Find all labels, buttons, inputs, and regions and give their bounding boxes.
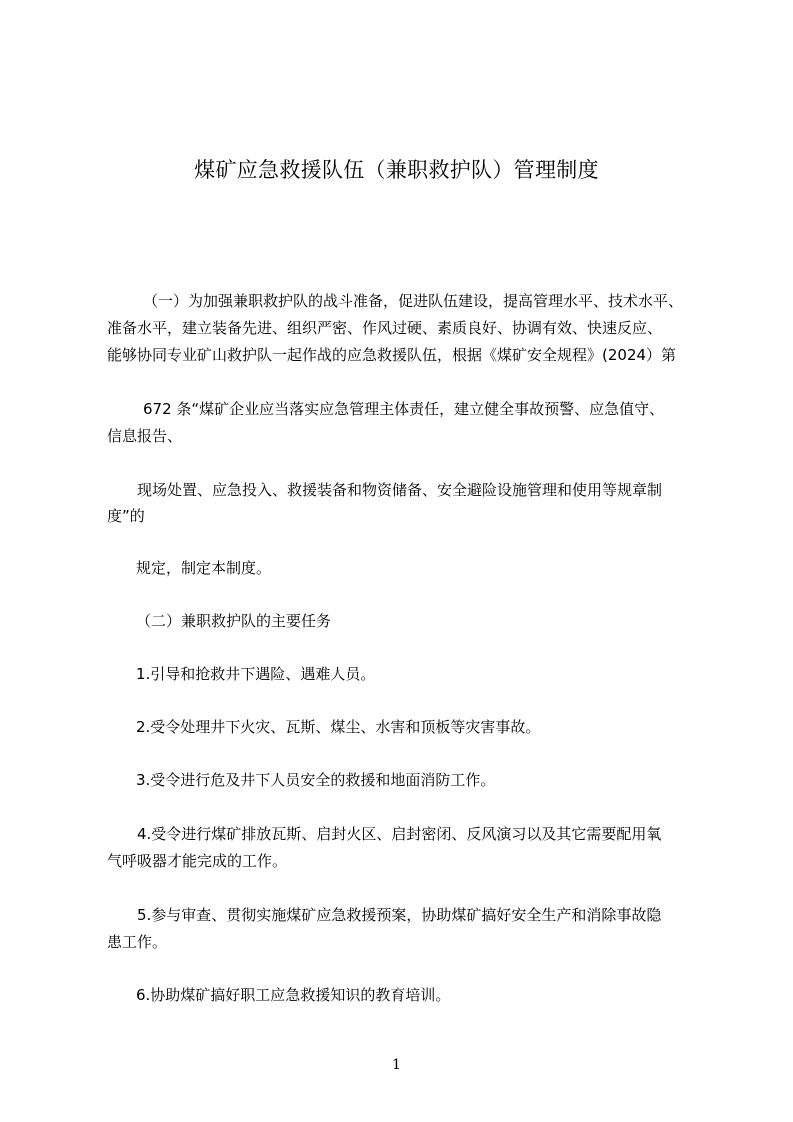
paragraph-1-line-1: （一）为加强兼职救护队的战斗准备，促进队伍建设，提高管理水平、技术水平、 <box>143 292 684 310</box>
document-title: 煤矿应急救援队伍（兼职救护队）管理制度 <box>194 158 599 183</box>
task-item-1: 1.引导和抢救井下遇险、遇难人员。 <box>136 665 376 683</box>
section-heading: （二）兼职救护队的主要任务 <box>136 612 332 630</box>
paragraph-1-line-2: 准备水平，建立装备先进、组织严密、作风过硬、素质良好、协调有效、快速反应、 <box>107 319 663 337</box>
task-item-6: 6.协助煤矿搞好职工应急救援知识的教育培训。 <box>136 986 451 1004</box>
paragraph-2-line-2: 信息报告、 <box>107 427 183 445</box>
paragraph-2-line-1: 672 条“煤矿企业应当落实应急管理主体责任，建立健全事故预警、应急值守、 <box>143 400 665 418</box>
paragraph-3-line-2: 度”的 <box>107 507 145 525</box>
task-item-3: 3.受令进行危及井下人员安全的救援和地面消防工作。 <box>136 771 496 789</box>
paragraph-3-line-1: 现场处置、应急投入、救援装备和物资储备、安全避险设施管理和使用等规章制 <box>137 481 663 499</box>
paragraph-1-line-3: 能够协同专业矿山救护队一起作战的应急救援队伍，根据《煤矿安全规程》(2024）第 <box>107 346 677 364</box>
task-item-4-line-1: 4.受令进行煤矿排放瓦斯、启封火区、启封密闭、反风演习以及其它需要配用氧 <box>137 825 662 843</box>
page-number: 1 <box>392 1057 401 1073</box>
task-item-2: 2.受令处理井下火灾、瓦斯、煤尘、水害和顶板等灾害事故。 <box>136 718 541 736</box>
task-item-4-line-2: 气呼吸器才能完成的工作。 <box>107 852 288 870</box>
task-item-5-line-1: 5.参与审查、贯彻实施煤矿应急救援预案，协助煤矿搞好安全生产和消除事故隐 <box>137 906 662 924</box>
paragraph-4: 规定，制定本制度。 <box>136 559 272 577</box>
task-item-5-line-2: 患工作。 <box>107 933 168 951</box>
